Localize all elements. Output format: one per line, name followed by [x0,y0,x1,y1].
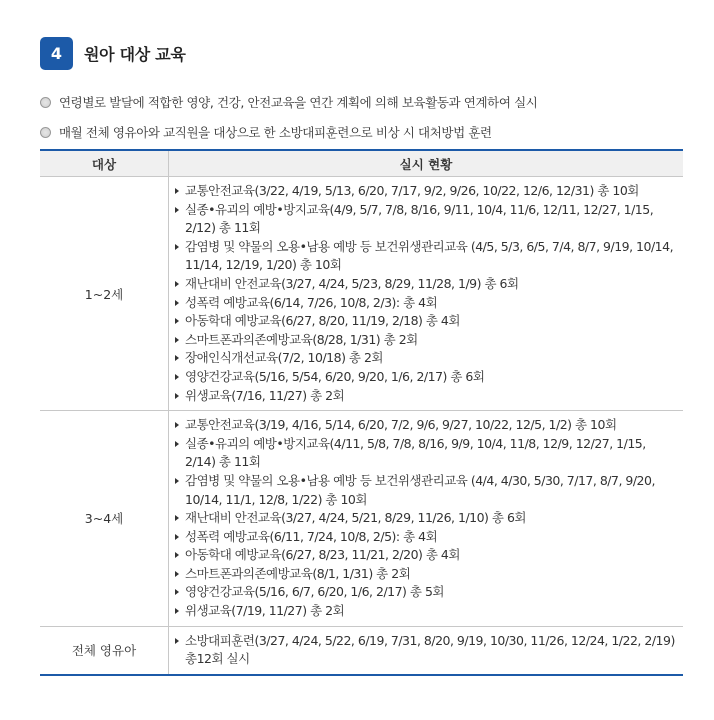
row-target: 전체 영유아 [40,626,169,675]
triangle-bullet-icon [175,355,179,361]
list-item: 아동학대 예방교육(6/27, 8/20, 11/19, 2/18) 총 4회 [175,312,677,331]
row-target: 1~2세 [40,177,169,411]
list-item: 교통안전교육(3/22, 4/19, 5/13, 6/20, 7/17, 9/2, 9/26, 10/22, 12/6, 12/31) 총 10회 [175,182,677,201]
triangle-bullet-icon [175,188,179,194]
table-header-row [40,150,683,177]
triangle-bullet-icon [175,608,179,614]
triangle-bullet-icon [175,281,179,287]
circle-bullet-icon [40,97,51,108]
list-item: 소방대피훈련(3/27, 4/24, 5/22, 6/19, 7/31, 8/20, 9/19, 10/30, 11/26, 12/24, 1/22, 2/19) 총12회 실시 [175,632,677,669]
triangle-bullet-icon [175,393,179,399]
list-item: 재난대비 안전교육(3/27, 4/24, 5/21, 8/29, 11/26, 1/10) 총 6회 [175,509,677,528]
list-item: 교통안전교육(3/19, 4/16, 5/14, 6/20, 7/2, 9/6, 9/27, 10/22, 12/5, 1/2) 총 10회 [175,416,677,435]
education-table [40,149,683,676]
row-target: 3~4세 [40,411,169,627]
list-item: 감염병 및 약물의 오용•남용 예방 등 보건위생관리교육 (4/4, 4/30, 5/30, 7/17, 8/7, 9/20, 10/14, 11/1, 12/8, 1/22) 총 10회 [175,472,677,509]
triangle-bullet-icon [175,318,179,324]
triangle-bullet-icon [175,441,179,447]
triangle-bullet-icon [175,552,179,558]
list-item: 장애인식개선교육(7/2, 10/18) 총 2회 [175,349,677,368]
list-item: 아동학대 예방교육(6/27, 8/23, 11/21, 2/20) 총 4회 [175,546,677,565]
intro-bullet [40,123,492,141]
list-item: 성폭력 예방교육(6/14, 7/26, 10/8, 2/3): 총 4회 [175,294,677,313]
status-list [169,627,683,674]
row-status [169,626,684,675]
list-item: 영양건강교육(5/16, 6/7, 6/20, 1/6, 2/17) 총 5회 [175,583,677,602]
section-number-badge: 4 [40,37,73,70]
table-row [40,177,683,411]
triangle-bullet-icon [175,244,179,250]
status-list [169,411,683,626]
triangle-bullet-icon [175,374,179,380]
triangle-bullet-icon [175,571,179,577]
row-status [169,411,684,627]
table-row [40,411,683,627]
triangle-bullet-icon [175,422,179,428]
triangle-bullet-icon [175,515,179,521]
circle-bullet-icon [40,127,51,138]
list-item: 영양건강교육(5/16, 5/54, 6/20, 9/20, 1/6, 2/17) 총 6회 [175,368,677,387]
list-item: 실종•유괴의 예방•방지교육(4/9, 5/7, 7/8, 8/16, 9/11, 10/4, 11/6, 12/11, 12/27, 1/15, 2/12) 총 11회 [175,201,677,238]
triangle-bullet-icon [175,300,179,306]
triangle-bullet-icon [175,478,179,484]
triangle-bullet-icon [175,589,179,595]
table-row [40,626,683,675]
triangle-bullet-icon [175,534,179,540]
intro-bullet-text: 연령별로 발달에 적합한 영양, 건강, 안전교육을 연간 계획에 의해 보육활동과 연계하여 실시 [59,95,538,110]
triangle-bullet-icon [175,207,179,213]
list-item: 감염병 및 약물의 오용•남용 예방 등 보건위생관리교육 (4/5, 5/3, 6/5, 7/4, 8/7, 9/19, 10/14, 11/14, 12/19, 1/20) 총 10회 [175,238,677,275]
triangle-bullet-icon [175,337,179,343]
list-item: 실종•유괴의 예방•방지교육(4/11, 5/8, 7/8, 8/16, 9/9, 10/4, 11/8, 12/9, 12/27, 1/15, 2/14) 총 11회 [175,435,677,472]
header-target: 대상 [40,150,169,177]
row-status [169,177,684,411]
status-list [169,177,683,410]
list-item: 재난대비 안전교육(3/27, 4/24, 5/23, 8/29, 11/28, 1/9) 총 6회 [175,275,677,294]
list-item: 위생교육(7/19, 11/27) 총 2회 [175,602,677,621]
list-item: 위생교육(7/16, 11/27) 총 2회 [175,387,677,406]
list-item: 성폭력 예방교육(6/11, 7/24, 10/8, 2/5): 총 4회 [175,528,677,547]
section-heading [40,37,185,70]
header-status: 실시 현황 [169,150,684,177]
intro-bullet-text: 매월 전체 영유아와 교직원을 대상으로 한 소방대피훈련으로 비상 시 대처방법 훈련 [59,125,492,140]
intro-bullet [40,93,537,111]
section-title: 원아 대상 교육 [84,45,186,64]
list-item: 스마트폰과의존예방교육(8/1, 1/31) 총 2회 [175,565,677,584]
triangle-bullet-icon [175,638,179,644]
list-item: 스마트폰과의존예방교육(8/28, 1/31) 총 2회 [175,331,677,350]
